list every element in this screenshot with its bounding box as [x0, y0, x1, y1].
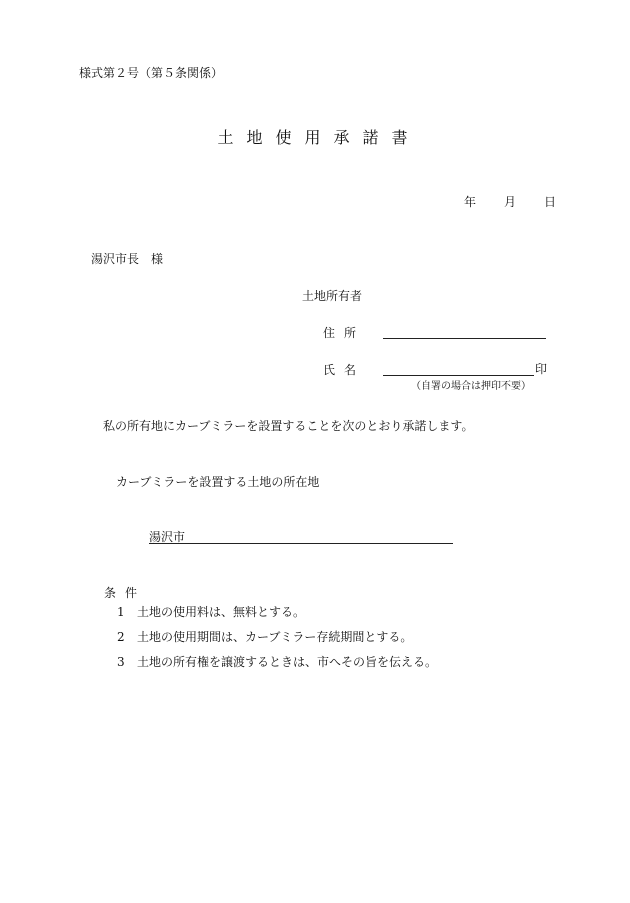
- consent-statement: 私の所有地にカーブミラーを設置することを次のとおり承諾します。: [103, 419, 474, 433]
- condition-number: 1: [117, 605, 125, 619]
- date-day: 日: [544, 195, 557, 209]
- condition-number: 2: [117, 630, 125, 644]
- owner-heading: 土地所有者: [302, 289, 363, 303]
- addressee: 湯沢市長 様: [91, 252, 164, 266]
- condition-text: 土地の使用期間は、カーブミラー存続期間とする。: [137, 630, 413, 644]
- condition-item: [117, 656, 437, 668]
- address-field[interactable]: [383, 338, 546, 339]
- date-month: 月: [504, 195, 517, 209]
- seal-mark: 印: [535, 362, 548, 376]
- name-field[interactable]: [383, 375, 534, 376]
- name-label: 氏名: [323, 363, 366, 377]
- date-year: 年: [464, 195, 477, 209]
- condition-text: 土地の使用料は、無料とする。: [137, 605, 306, 619]
- conditions-heading: 条件: [104, 586, 147, 600]
- condition-item: [117, 631, 412, 643]
- address-label: 住所: [323, 326, 366, 340]
- condition-text: 土地の所有権を譲渡するときは、市へその旨を伝える。: [137, 655, 438, 669]
- date-line: [464, 196, 556, 208]
- form-number: 様式第２号（第５条関係）: [79, 66, 224, 80]
- document-title: 土地使用承諾書: [217, 128, 421, 147]
- condition-item: [117, 606, 305, 618]
- location-field[interactable]: [149, 543, 453, 544]
- seal-note: （自署の場合は押印不要）: [411, 381, 531, 392]
- condition-number: 3: [117, 655, 125, 669]
- location-label: カーブミラーを設置する土地の所在地: [116, 475, 320, 489]
- location-city: 湯沢市: [149, 530, 186, 544]
